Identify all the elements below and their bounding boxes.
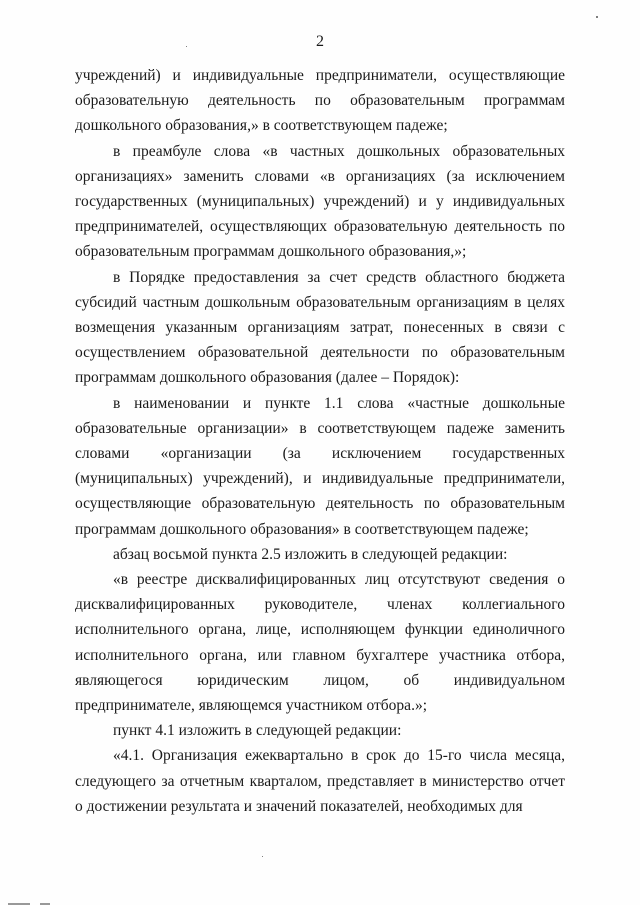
paragraph-5: абзац восьмой пункта 2.5 изложить в следующей редакции: — [113, 545, 508, 563]
scan-speck — [262, 856, 263, 857]
scan-speck — [596, 16, 598, 18]
paragraph-1: учреждений) и индивидуальные предприниматели, осуществляющие образовательную деятельность по образовательным программам дошкольного образования,» в соответствующем падеже; — [75, 67, 565, 135]
paragraph-4: в наименовании и пункте 1.1 слова «частные дошкольные образовательные организации» в соответствующем падеже заменить словами «организации (за исключением государственных (муниципальных) учреждений), и индивидуальные предприниматели, осуществляющие образовательную деятельность по образовательным программам дошкольного образования» в соответствующем падеже; — [75, 394, 565, 538]
paragraph-8: «4.1. Организация ежеквартально в срок до 15-го числа месяца, следующего за отчетным кварталом, представляет в министерство отчет о достижении результата и значений показателей, необходимых для — [75, 747, 565, 815]
paragraph-3: в Порядке предоставления за счет средств областного бюджета субсидий частным дошкольным образовательным организациям в целях возмещения указанным организациям затрат, понесенных в связи с осуществлением образовательной деятельности по образовательным программам дошкольного образования (далее – Порядок): — [75, 268, 565, 387]
scan-speck — [186, 46, 187, 47]
paragraph-7: пункт 4.1 изложить в следующей редакции: — [113, 722, 402, 740]
paragraph-6: «в реестре дисквалифицированных лиц отсутствуют сведения о дисквалифицированных руководителе, членах коллегиального исполнительного органа, лице, исполняющем функции единоличного исполнительного органа, или главном бухгалтере участника отбора, являющегося юридическим лицом, об индивидуальном предпринимателе, являющемся участником отбора.»; — [75, 571, 565, 715]
page-number: 2 — [316, 33, 324, 50]
paragraph-2: в преамбуле слова «в частных дошкольных образовательных организациях» заменить словами «в организациях (за исключением государственных (муниципальных) учреждений) и у индивидуальных предпринимателей, осуществляющих образовательную деятельность по образовательным программам дошкольного образования,»; — [75, 142, 565, 261]
document-body — [75, 63, 565, 819]
